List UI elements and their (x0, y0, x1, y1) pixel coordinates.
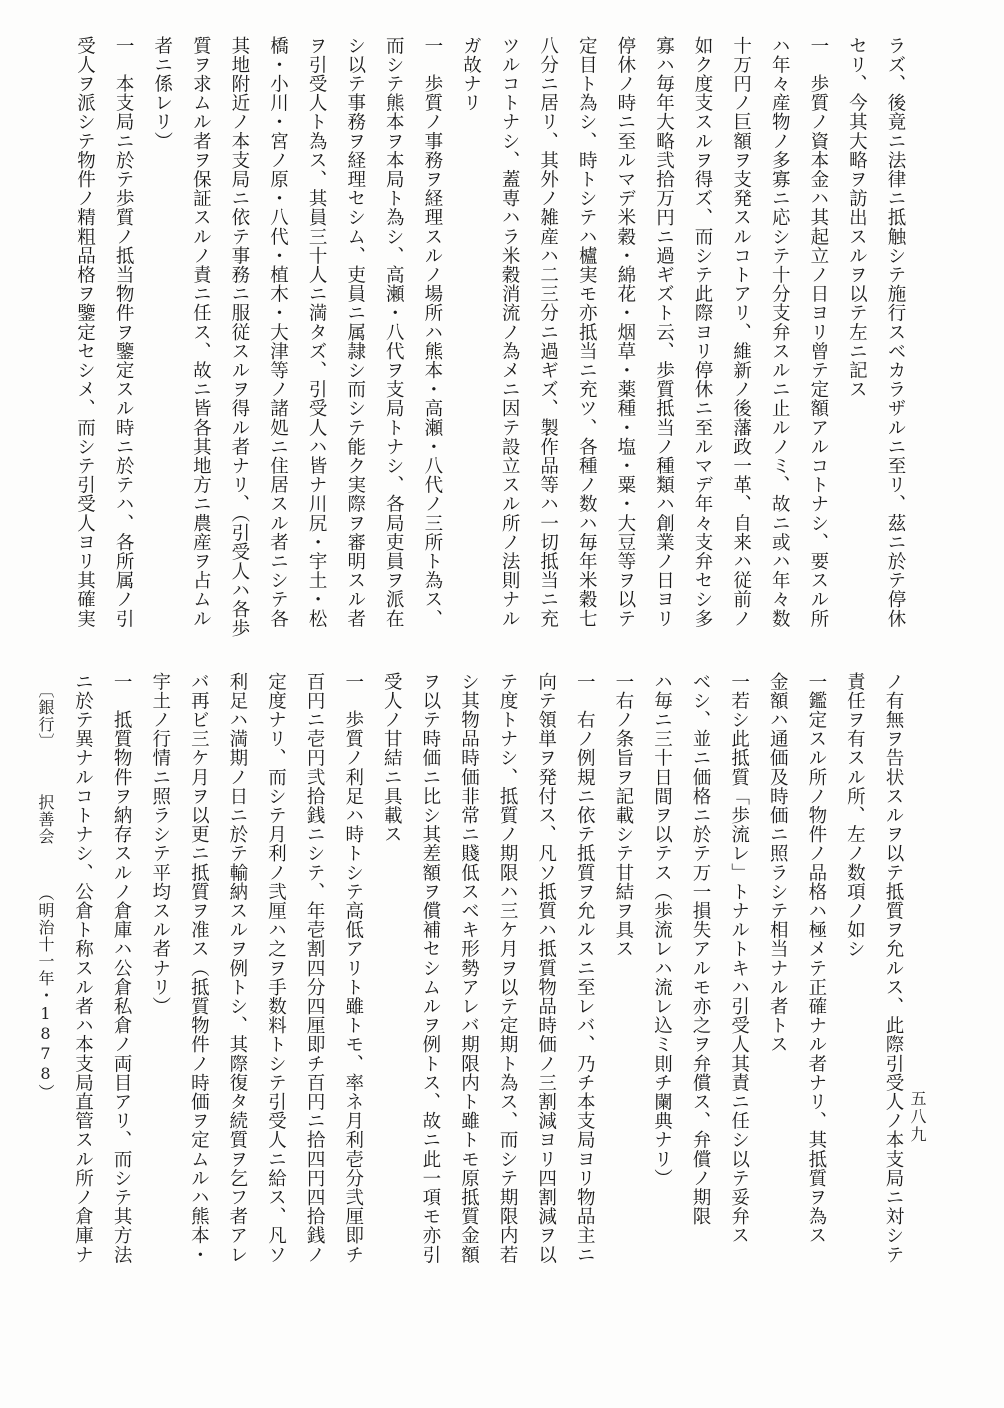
text-column: ツルコトナシ、蓋専ハラ米穀消流ノ為メニ因テ設立スル所ノ法則ナル (499, 36, 521, 629)
text-column: ガ故ナリ (460, 36, 482, 113)
text-column: シ其物品時価非常ニ賤低スベキ形勢アレバ期限内ト雖トモ原抵質金額 (458, 672, 480, 1265)
text-column: 停休ノ時ニ至ルマデ米穀・綿花・烟草・薬種・塩・粟・大豆等ヲ以テ (614, 36, 636, 629)
text-column: 一 抵質物件ヲ納存スルノ倉庫ハ公倉私倉ノ両目アリ、而シテ其方法 (111, 672, 133, 1265)
text-column: 一 歩質ノ資本金ハ其起立ノ日ヨリ曾テ定額アルコトナシ、要スル所 (807, 36, 829, 629)
text-column: 向テ領単ヲ発付ス、凡ソ抵質ハ抵質物品時価ノ三割減ヨリ四割減ヲ以 (535, 672, 557, 1265)
text-block-bottom (72, 672, 912, 1312)
text-column: 一 歩質ノ事務ヲ経理スルノ場所ハ熊本・高瀬・八代ノ三所ト為ス、 (421, 36, 443, 629)
text-column: ヲ以テ時価ニ比シ其差額ヲ償補セシムルヲ例トス、故ニ此一項モ亦引 (419, 672, 441, 1265)
text-column: 一 歩質ノ利足ハ時トシテ高低アリト雖トモ、率ネ月利壱分弐厘即チ (342, 672, 364, 1265)
running-head-section: 〔銀行〕 (36, 682, 55, 750)
text-column: 八分ニ居リ、其外ノ雑産ハ二三分ニ過ギズ、製作品等ハ一切抵当ニ充 (537, 36, 559, 629)
text-column: 質ヲ求ムル者ヲ保証スルノ責ニ任ス、故ニ皆各其地方ニ農産ヲ占ムル (190, 36, 212, 629)
text-column: ヲ引受人ト為ス、其員三十人ニ満タズ、引受人ハ皆ナ川尻・宇土・松 (306, 36, 328, 629)
text-column: 利足ハ満期ノ日ニ於テ輸納スルヲ例トシ、其際復タ続質ヲ乞フ者アレ (226, 672, 248, 1265)
running-head-era: （明治十一年・1878） (36, 885, 55, 1101)
text-block-top (74, 36, 914, 644)
text-column: 受人ヲ派シテ物件ノ精粗品格ヲ鑒定セシメ、而シテ引受人ヨリ其確実 (74, 36, 96, 629)
text-column: 一右ノ条旨ヲ記載シテ甘結ヲ具ス (612, 672, 634, 959)
text-column: 定目ト為シ、時トシテハ櫨実モ亦抵当ニ充ツ、各種ノ数ハ毎年米穀七 (576, 36, 598, 629)
text-column: 橋・小川・宮ノ原・八代・植木・大津等ノ諸処ニ住居スル者ニシテ各 (267, 36, 289, 629)
text-column: 其地附近ノ本支局ニ依テ事務ニ服従スルヲ得ル者ナリ、（引受人ハ各歩 (228, 36, 250, 638)
text-column: シ以テ事務ヲ経理セシム、吏員ニ属隷シ而シテ能ク実際ヲ審明スル者 (344, 36, 366, 629)
text-column: バ再ビ三ケ月ヲ以更ニ抵質ヲ准ス（抵質物件ノ時価ヲ定ムルハ熊本・ (188, 672, 210, 1265)
text-column: 如ク度支スルヲ得ズ、而シテ此際ヨリ停休ニ至ルマデ年々支弁セシ多 (692, 36, 714, 629)
text-column: 者ニ係レリ） (151, 36, 173, 151)
text-column: ベシ、並ニ価格ニ於テ万一損失アルモ亦之ヲ弁償ス、弁償ノ期限 (690, 672, 712, 1226)
text-column: 金額ハ通価及時価ニ照ラシテ相当ナル者トス (767, 672, 789, 1054)
text-column: ハ毎ニ三十日間ヲ以テス（歩流レハ流レ込ミ則チ闌典ナリ） (651, 672, 673, 1188)
text-column: 十万円ノ巨額ヲ支発スルコトアリ、維新ノ後藩政一革、自来ハ従前ノ (730, 36, 752, 629)
text-column: テ度トナシ、抵質ノ期限ハ三ケ月ヲ以テ定期ト為ス、而シテ期限内若 (497, 672, 519, 1265)
text-column: 而シテ熊本ヲ本局ト為シ、高瀬・八代ヲ支局トナシ、各局吏員ヲ派在 (383, 36, 405, 629)
text-column: 宇土ノ行情ニ照ラシテ平均スル者ナリ） (149, 672, 171, 1016)
text-column: 百円ニ壱円弐拾銭ニシテ、年壱割四分四厘即チ百円ニ拾四円四拾銭ノ (304, 672, 326, 1265)
text-column: セリ、今其大略ヲ訪出スルヲ以テ左ニ記ス (846, 36, 868, 399)
running-head-title: 択善会 (36, 794, 55, 845)
text-column: ハ年々産物ノ多寡ニ応シテ十分支弁スルニ止ルノミ、故ニ或ハ年々数 (769, 36, 791, 629)
running-head (34, 682, 57, 1101)
text-column: ラズ、後竟ニ法律ニ抵触シテ施行スベカラザルニ至リ、茲ニ於テ停休 (885, 36, 906, 629)
text-column: 一 本支局ニ於テ歩質ノ抵当物件ヲ鑒定スル時ニ於テハ、各所属ノ引 (113, 36, 135, 629)
text-column: ニ於テ異ナルコトナシ、公倉ト称スル者ハ本支局直管スル所ノ倉庫ナ (72, 672, 94, 1265)
text-column: 一 右ノ例規ニ依テ抵質ヲ允ルスニ至レバ、乃チ本支局ヨリ物品主ニ (574, 672, 596, 1265)
text-column: 寡ハ毎年大略弐拾万円ニ過ギズト云、歩質抵当ノ種類ハ創業ノ日ヨリ (653, 36, 675, 629)
text-column: 責任ヲ有スル所、左ノ数項ノ如シ (844, 672, 866, 959)
page-number: 五八九 (908, 1090, 927, 1144)
text-column: 定度ナリ、而シテ月利ノ弐厘ハ之ヲ手数料トシテ引受人ニ給ス、凡ソ (265, 672, 287, 1265)
text-column: 受人ノ甘結ニ具載ス (381, 672, 403, 844)
text-column: 一若シ此抵質「歩流レ」トナルトキハ引受人其責ニ任シ以テ妥弁ス (728, 672, 750, 1245)
text-column: 一鑑定スル所ノ物件ノ品格ハ極メテ正確ナル者ナリ、其抵質ヲ為ス (805, 672, 827, 1245)
text-column: ノ有無ヲ告状スルヲ以テ抵質ヲ允ルス、此際引受人ノ本支局ニ対シテ (883, 672, 904, 1265)
